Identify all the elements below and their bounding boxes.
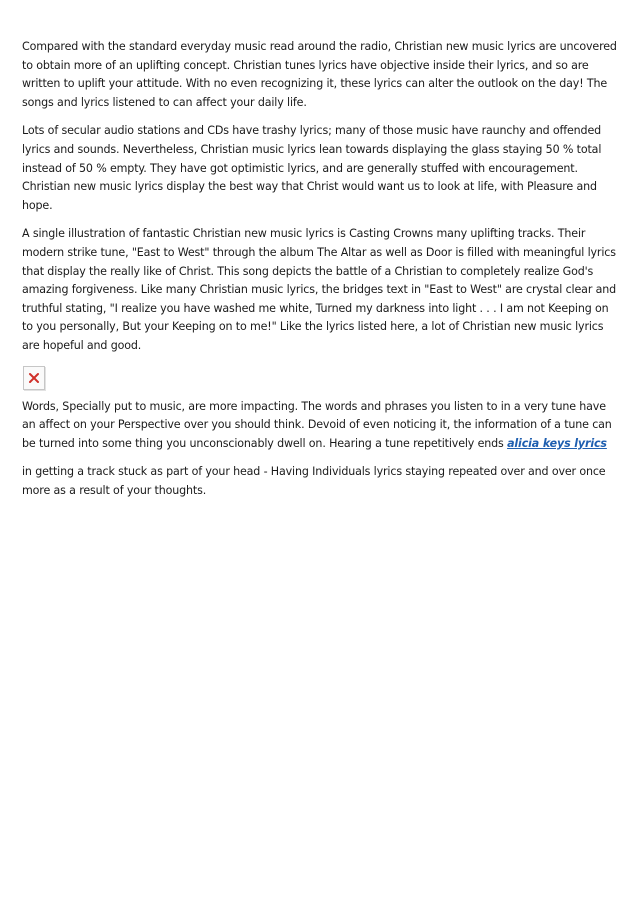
alicia-keys-lyrics-link[interactable]: alicia keys lyrics	[507, 436, 607, 450]
paragraph-5: in getting a track stuck as part of your head - Having Individuals lyrics staying repeated over and over once more as a result of your thoughts.	[22, 465, 606, 497]
document-page	[22, 38, 618, 510]
paragraph-2: Lots of secular audio stations and CDs have trashy lyrics; many of those music have raunchy and offended lyrics and sounds. Nevertheless, Christian music lyrics lean towards displaying the glass staying 50 % total instead of 50 % empty. They have got optimistic lyrics, and are generally stuffed with encouragement. Christian new music lyrics display the best way that Christ would want us to look at life, with Pleasure and hope.	[22, 124, 602, 212]
broken-image-icon	[23, 366, 45, 390]
paragraph-4-text: Words, Specially put to music, are more impacting. The words and phrases you listen to in a very tune have an affect on your Perspective over you should think. Devoid of even noticing it, the information of a tune can be turned into some thing you unconscionably dwell on. Hearing a tune repetitively ends	[22, 399, 612, 450]
paragraph-3: A single illustration of fantastic Christian new music lyrics is Casting Crowns many uplifting tracks. Their modern strike tune, "East to West" through the album The Altar as well as Door is filled with meaningful lyrics that display the really like of Christ. This song depicts the battle of a Christian to completely realize God's amazing forgiveness. Like many Christian music lyrics, the bridges text in "East to West" are crystal clear and truthful stating, "I realize you have washed me white, Turned my darkness into light . . . I am not Keeping on to you personally, But your Keeping on to me!" Like the lyrics listed here, a lot of Christian new music lyrics are hopeful and good.	[22, 227, 617, 352]
paragraph-4	[22, 398, 618, 454]
paragraph-1: Compared with the standard everyday music read around the radio, Christian new music lyrics are uncovered to obtain more of an uplifting concept. Christian tunes lyrics have objective inside their lyrics, and so are written to uplift your attitude. With no even recognizing it, these lyrics can alter the outlook on the day! The songs and lyrics listened to can affect your daily life.	[22, 40, 617, 109]
red-x-icon	[28, 372, 40, 384]
